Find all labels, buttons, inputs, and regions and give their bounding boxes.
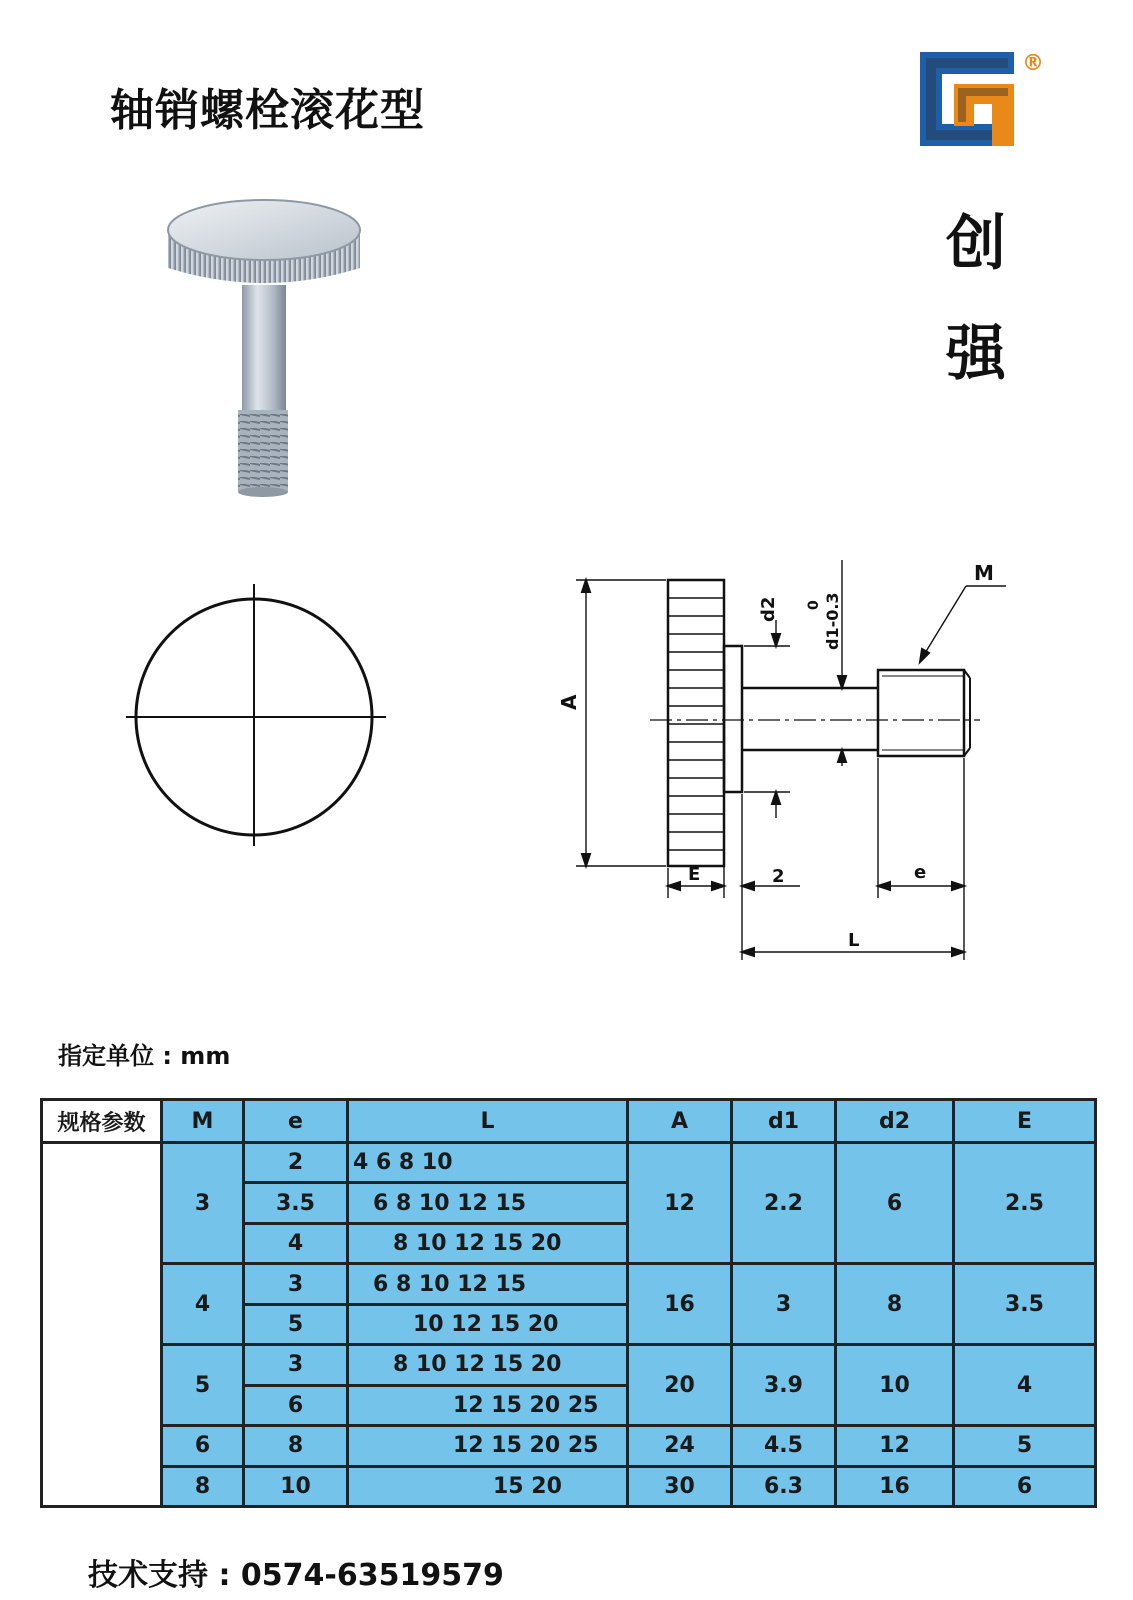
cell-d1: 6.3 xyxy=(732,1466,836,1507)
col-header-spec: 规格参数 xyxy=(42,1100,162,1143)
cell-e: 8 xyxy=(244,1426,348,1466)
cell-e: 3 xyxy=(244,1264,348,1304)
cell-e-cap: 2.5 xyxy=(954,1143,1096,1264)
cell-e-cap: 6 xyxy=(954,1466,1096,1507)
label-e-cap: E xyxy=(688,864,701,885)
cell-a: 30 xyxy=(628,1466,732,1507)
col-header-l: L xyxy=(348,1100,628,1143)
cell-d1: 3.9 xyxy=(732,1345,836,1426)
label-d2: d2 xyxy=(758,596,779,622)
spec-table xyxy=(40,1098,1097,1508)
cell-d2: 16 xyxy=(836,1466,954,1507)
head-outline xyxy=(668,580,724,866)
support-phone: 技术支持 : 0574-63519579 xyxy=(88,1558,504,1593)
brand-char-1: 创 xyxy=(946,209,1006,279)
col-header-a: A xyxy=(628,1100,732,1143)
cell-m: 4 xyxy=(162,1264,244,1345)
cell-a: 16 xyxy=(628,1264,732,1345)
cell-e-cap: 3.5 xyxy=(954,1264,1096,1345)
cell-a: 20 xyxy=(628,1345,732,1426)
cell-m: 8 xyxy=(162,1466,244,1507)
cell-m: 3 xyxy=(162,1143,244,1264)
cell-m: 5 xyxy=(162,1345,244,1426)
thread-outline xyxy=(878,670,964,756)
cell-d1: 3 xyxy=(732,1264,836,1345)
cell-e: 3.5 xyxy=(244,1183,348,1223)
cell-d2: 8 xyxy=(836,1264,954,1345)
cell-l: 12 15 20 25 xyxy=(348,1426,628,1466)
col-header-e-cap: E xyxy=(954,1100,1096,1143)
cell-l: 15 20 xyxy=(348,1466,628,1507)
cell-e: 3 xyxy=(244,1345,348,1385)
cell-l: 4 6 8 10 xyxy=(348,1143,628,1183)
dim-2-arrow xyxy=(742,882,754,890)
dim-d2-arrows xyxy=(772,634,780,804)
cell-e: 10 xyxy=(244,1466,348,1507)
label-d1-tol-top: 0 xyxy=(806,600,822,610)
cell-a: 12 xyxy=(628,1143,732,1264)
cell-l: 12 15 20 25 xyxy=(348,1385,628,1425)
table-row xyxy=(42,1466,1096,1507)
table-row xyxy=(42,1345,1096,1385)
shaft-tip xyxy=(238,487,288,497)
cell-d2: 12 xyxy=(836,1426,954,1466)
table-row xyxy=(42,1143,1096,1183)
collar-outline xyxy=(724,646,742,792)
cell-e: 5 xyxy=(244,1304,348,1344)
cell-e: 6 xyxy=(244,1385,348,1425)
cell-e: 2 xyxy=(244,1143,348,1183)
table-row xyxy=(42,1426,1096,1466)
label-e-small: e xyxy=(914,862,927,883)
cell-e-cap: 5 xyxy=(954,1426,1096,1466)
front-view-drawing xyxy=(120,580,400,850)
col-header-e: e xyxy=(244,1100,348,1143)
unit-label: 指定单位 : mm xyxy=(58,1042,231,1070)
col-header-d1: d1 xyxy=(732,1100,836,1143)
cell-e: 4 xyxy=(244,1223,348,1263)
cell-d1: 4.5 xyxy=(732,1426,836,1466)
page-title: 轴销螺栓滚花型 xyxy=(110,85,425,136)
col-header-d2: d2 xyxy=(836,1100,954,1143)
label-two: 2 xyxy=(772,866,785,887)
col-header-m: M xyxy=(162,1100,244,1143)
cell-l: 8 10 12 15 20 xyxy=(348,1223,628,1263)
knurl-lines xyxy=(668,598,724,850)
label-l: L xyxy=(848,930,860,951)
cell-l: 10 12 15 20 xyxy=(348,1304,628,1344)
brand-logo xyxy=(914,46,1054,158)
cell-d2: 6 xyxy=(836,1143,954,1264)
cell-l: 8 10 12 15 20 xyxy=(348,1345,628,1385)
label-d1: d1-0.3 xyxy=(823,592,842,650)
cell-e-cap: 4 xyxy=(954,1345,1096,1426)
m-leader-arrow xyxy=(920,649,929,662)
cell-d1: 2.2 xyxy=(732,1143,836,1264)
threaded-end xyxy=(238,410,288,492)
table-row xyxy=(42,1264,1096,1304)
label-m: M xyxy=(974,561,994,585)
cell-l: 6 8 10 12 15 xyxy=(348,1264,628,1304)
shaft xyxy=(242,285,286,415)
spec-blank-cell xyxy=(42,1143,162,1507)
brand-char-2: 强 xyxy=(946,319,1006,389)
cell-m: 6 xyxy=(162,1426,244,1466)
cell-a: 24 xyxy=(628,1426,732,1466)
registered-mark: ® xyxy=(1022,51,1044,76)
side-view-drawing xyxy=(557,560,1030,980)
cap-top xyxy=(168,200,360,260)
cell-d2: 10 xyxy=(836,1345,954,1426)
m-leader-line xyxy=(922,586,966,658)
product-photo xyxy=(160,190,380,510)
label-a: A xyxy=(557,694,581,710)
table-header-row xyxy=(42,1100,1096,1143)
cell-l: 6 8 10 12 15 xyxy=(348,1183,628,1223)
